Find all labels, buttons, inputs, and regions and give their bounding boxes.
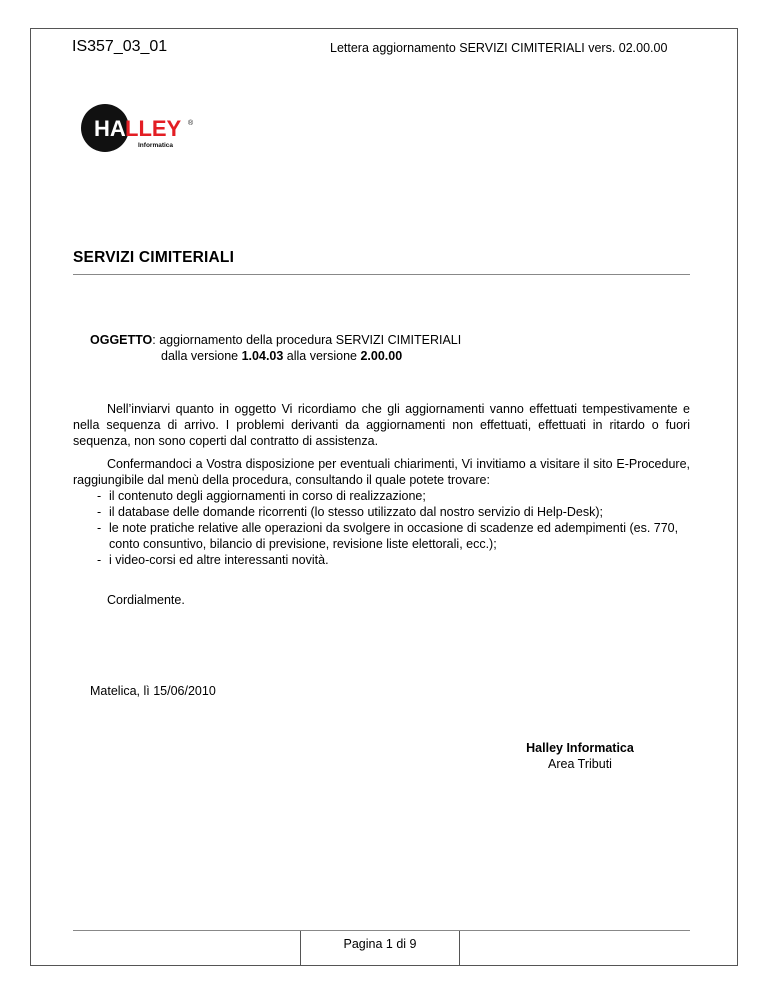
from-version: 1.04.03: [241, 349, 284, 363]
list-item-text: il contenuto degli aggiornamenti in corso di realizzazione;: [109, 489, 426, 503]
closing-salutation: Cordialmente.: [107, 593, 185, 607]
page-number: Pagina 1 di 9: [343, 937, 417, 951]
paragraph-availability-text: Confermandoci a Vostra disposizione per eventuali chiarimenti, Vi invitiamo a visitare il sito E-Procedure, raggiungibile dal menù della procedura, consultando il quale potete trovare:: [73, 457, 690, 487]
list-dash: -: [97, 521, 102, 535]
resources-list: [73, 488, 693, 568]
signature-company-text: Halley Informatica: [526, 741, 634, 755]
document-code: IS357_03_01: [72, 38, 168, 55]
list-item: [73, 488, 693, 504]
subject-block: [90, 332, 461, 364]
subject-label: OGGETTO: [90, 333, 153, 347]
list-dash: -: [97, 553, 102, 567]
header-title: Lettera aggiornamento SERVIZI CIMITERIALI vers. 02.00.00: [330, 41, 668, 55]
list-item: [73, 552, 693, 568]
to-version: 2.00.00: [360, 349, 403, 363]
halley-logo: [80, 103, 200, 153]
signature-area: Area Tributi: [548, 757, 612, 771]
logo-letters-ha: HA: [94, 116, 126, 141]
signature-company: [480, 740, 680, 756]
paragraph-reminder: [73, 401, 690, 449]
list-dash: -: [97, 489, 102, 503]
subject-from-prefix: dalla versione: [161, 349, 242, 363]
subject-line-1: [90, 332, 461, 348]
paragraph-availability: [73, 456, 690, 488]
subject-text: : aggiornamento della procedura SERVIZI CIMITERIALI: [152, 333, 462, 347]
list-dash: -: [97, 505, 102, 519]
list-item-text: il database delle domande ricorrenti (lo stesso utilizzato dal nostro servizio di Help-Desk);: [109, 505, 603, 519]
list-item: [73, 520, 693, 552]
list-item: [73, 504, 693, 520]
signature-block: [480, 740, 680, 772]
section-title: SERVIZI CIMITERIALI: [73, 249, 235, 266]
section-divider: [73, 274, 690, 275]
logo-letters-lley: LLEY: [125, 116, 182, 141]
logo-subtitle: Informatica: [138, 142, 174, 149]
logo-registered: ®: [188, 120, 194, 127]
subject-to-prefix: alla versione: [283, 349, 361, 363]
subject-line-2: [90, 348, 461, 364]
list-item-text: i video-corsi ed altre interessanti novità.: [109, 553, 329, 567]
paragraph-reminder-text: Nell’inviarvi quanto in oggetto Vi ricordiamo che gli aggiornamenti vanno effettuati tempestivamente e nella sequenza di arrivo. I problemi derivanti da aggiornamenti non effettuati, effettuati in ritardo o fuori sequenza, non sono coperti dal contratto di assistenza.: [73, 402, 690, 448]
place-date: Matelica, lì 15/06/2010: [90, 684, 216, 698]
list-item-text: le note pratiche relative alle operazioni da svolgere in occasione di scadenze ed adempimenti (es. 770, conto consuntivo, bilancio di previsione, revisione liste elettorali, ecc.);: [109, 521, 679, 551]
